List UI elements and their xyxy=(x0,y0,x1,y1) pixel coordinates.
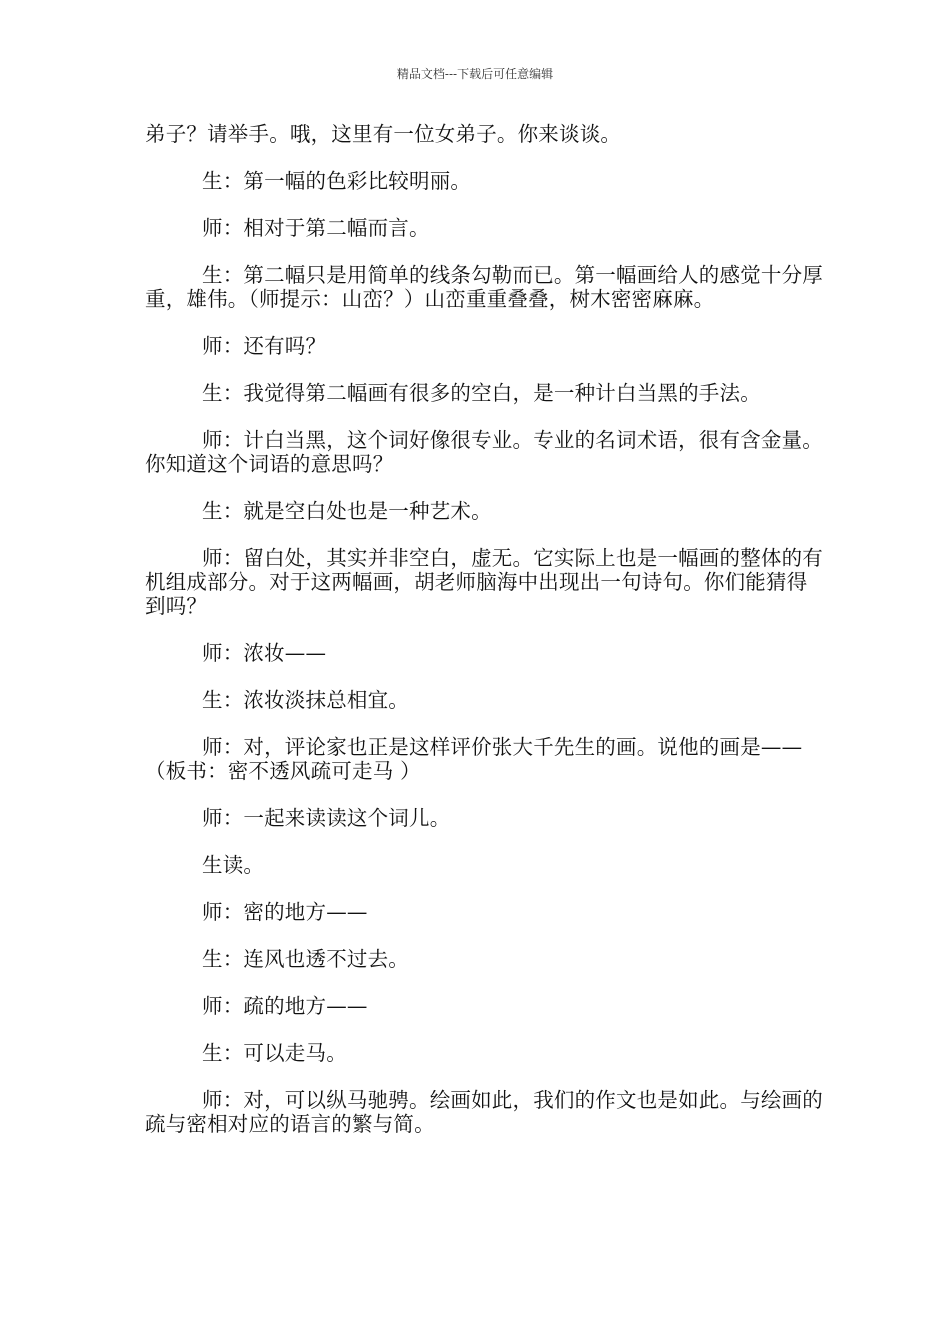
paragraph: 师：浓妆—— xyxy=(202,641,327,665)
paragraph: 生：就是空白处也是一种艺术。 xyxy=(202,499,492,523)
paragraph: 生：连风也透不过去。 xyxy=(202,947,409,971)
paragraph: 师：密的地方—— xyxy=(202,900,368,924)
document-body xyxy=(145,122,825,1159)
paragraph: 生读。 xyxy=(202,853,265,877)
paragraph: 生：我觉得第二幅画有很多的空白，是一种计白当黑的手法。 xyxy=(202,381,761,405)
paragraph: 生：可以走马。 xyxy=(202,1041,347,1065)
paragraph: 生：浓妆淡抹总相宜。 xyxy=(202,688,409,712)
paragraph: 师：计白当黑，这个词好像很专业。专业的名词术语，很有含金量。你知道这个词语的意思吗？ xyxy=(145,428,823,476)
paragraph: 生：第一幅的色彩比较明丽。 xyxy=(202,169,472,193)
paragraph: 生：第二幅只是用简单的线条勾勒而已。第一幅画给人的感觉十分厚重，雄伟。（师提示：山峦？）山峦重重叠叠，树木密密麻麻。 xyxy=(145,263,823,311)
paragraph: 师：对，可以纵马驰骋。绘画如此，我们的作文也是如此。与绘画的疏与密相对应的语言的繁与简。 xyxy=(145,1088,823,1136)
paragraph: 师：一起来读读这个词儿。 xyxy=(202,806,451,830)
paragraph: 师：留白处，其实并非空白，虚无。它实际上也是一幅画的整体的有机组成部分。对于这两幅画，胡老师脑海中出现出一句诗句。你们能猜得到吗？ xyxy=(145,546,823,618)
paragraph: 师：还有吗？ xyxy=(202,334,327,358)
paragraph: 师：相对于第二幅而言。 xyxy=(202,216,430,240)
paragraph: 师：疏的地方—— xyxy=(202,994,368,1018)
paragraph: 师：对，评论家也正是这样评价张大千先生的画。说他的画是——（板书：密不透风疏可走马 ） xyxy=(145,735,803,783)
page-header: 精品文档---下载后可任意编辑 xyxy=(396,67,554,81)
paragraph: 弟子？请举手。哦，这里有一位女弟子。你来谈谈。 xyxy=(145,122,622,146)
